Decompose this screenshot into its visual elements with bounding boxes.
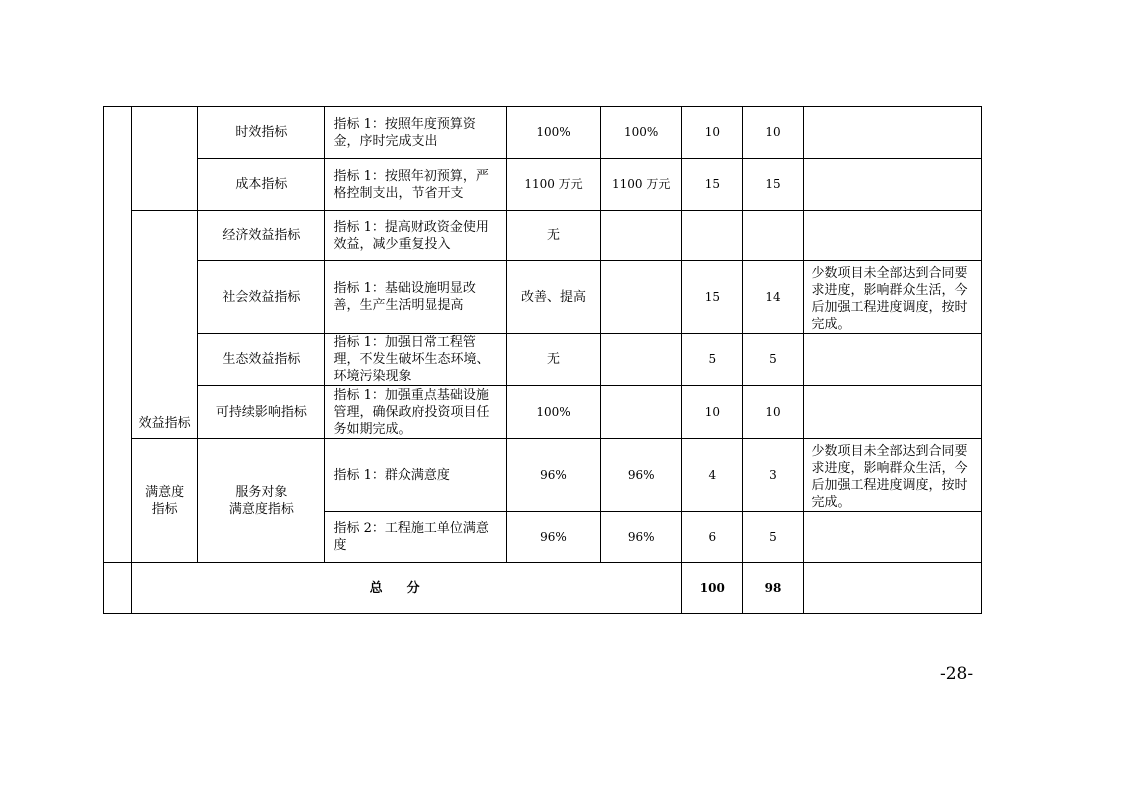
target-value: 无 [506,211,600,261]
indicator-description: 指标 1：提高财政资金使用效益，减少重复投入 [325,211,506,261]
deviation-note [803,107,981,159]
score-value [743,211,803,261]
secondary-indicator: 可持续影响指标 [198,386,325,439]
secondary-indicator: 社会效益指标 [198,261,325,334]
total-note-cell [803,563,981,614]
indicator-description: 指标 1：加强日常工程管理，不发生破坏生态环境、环境污染现象 [325,334,506,386]
deviation-note [803,211,981,261]
target-value: 100% [506,107,600,159]
table-row [104,211,982,261]
secondary-indicator: 时效指标 [198,107,325,159]
table-row [104,261,982,334]
score-value: 5 [743,334,803,386]
table-row [104,439,982,512]
deviation-note [803,386,981,439]
actual-value [601,334,682,386]
deviation-note: 少数项目未全部达到合同要求进度，影响群众生活，今后加强工程进度调度，按时完成。 [803,439,981,512]
total-blank-cell [104,563,132,614]
secondary-indicator: 生态效益指标 [198,334,325,386]
level2-cell-output [132,107,198,211]
total-label: 总分 [132,563,682,614]
indicator-description: 指标 1：加强重点基础设施管理，确保政府投资项目任务如期完成。 [325,386,506,439]
weight-value: 15 [682,261,743,334]
score-value: 5 [743,512,803,563]
weight-value: 6 [682,512,743,563]
actual-value [601,211,682,261]
secondary-indicator: 经济效益指标 [198,211,325,261]
benefit-group-label: 效益指标 [132,211,198,439]
target-value: 1100 万元 [506,159,600,211]
weight-value: 10 [682,386,743,439]
indicator-description: 指标 1：基础设施明显改善，生产生活明显提高 [325,261,506,334]
deviation-note [803,512,981,563]
deviation-note [803,159,981,211]
score-value: 10 [743,107,803,159]
indicator-description: 指标 2：工程施工单位满意度 [325,512,506,563]
total-score: 98 [743,563,803,614]
level1-cell [104,107,132,563]
satisfaction-secondary-label: 服务对象 满意度指标 [198,439,325,563]
indicator-description: 指标 1：群众满意度 [325,439,506,512]
score-value: 15 [743,159,803,211]
weight-value [682,211,743,261]
secondary-indicator: 成本指标 [198,159,325,211]
performance-table [103,106,982,614]
actual-value: 96% [601,439,682,512]
actual-value: 100% [601,107,682,159]
weight-value: 10 [682,107,743,159]
page-number: -28- [940,664,974,684]
indicator-description: 指标 1：按照年初预算，严格控制支出，节省开支 [325,159,506,211]
actual-value [601,386,682,439]
target-value: 96% [506,512,600,563]
score-value: 14 [743,261,803,334]
actual-value: 1100 万元 [601,159,682,211]
target-value: 96% [506,439,600,512]
weight-value: 15 [682,159,743,211]
total-row [104,563,982,614]
score-value: 10 [743,386,803,439]
table-row [104,107,982,159]
deviation-note: 少数项目未全部达到合同要求进度，影响群众生活，今后加强工程进度调度，按时完成。 [803,261,981,334]
table-row [104,159,982,211]
indicator-description: 指标 1：按照年度预算资金，序时完成支出 [325,107,506,159]
deviation-note [803,334,981,386]
weight-value: 5 [682,334,743,386]
satisfaction-group-label: 满意度 指标 [132,439,198,563]
table-row [104,386,982,439]
target-value: 无 [506,334,600,386]
actual-value: 96% [601,512,682,563]
actual-value [601,261,682,334]
score-value: 3 [743,439,803,512]
total-weight: 100 [682,563,743,614]
target-value: 改善、提高 [506,261,600,334]
table-row [104,334,982,386]
weight-value: 4 [682,439,743,512]
target-value: 100% [506,386,600,439]
